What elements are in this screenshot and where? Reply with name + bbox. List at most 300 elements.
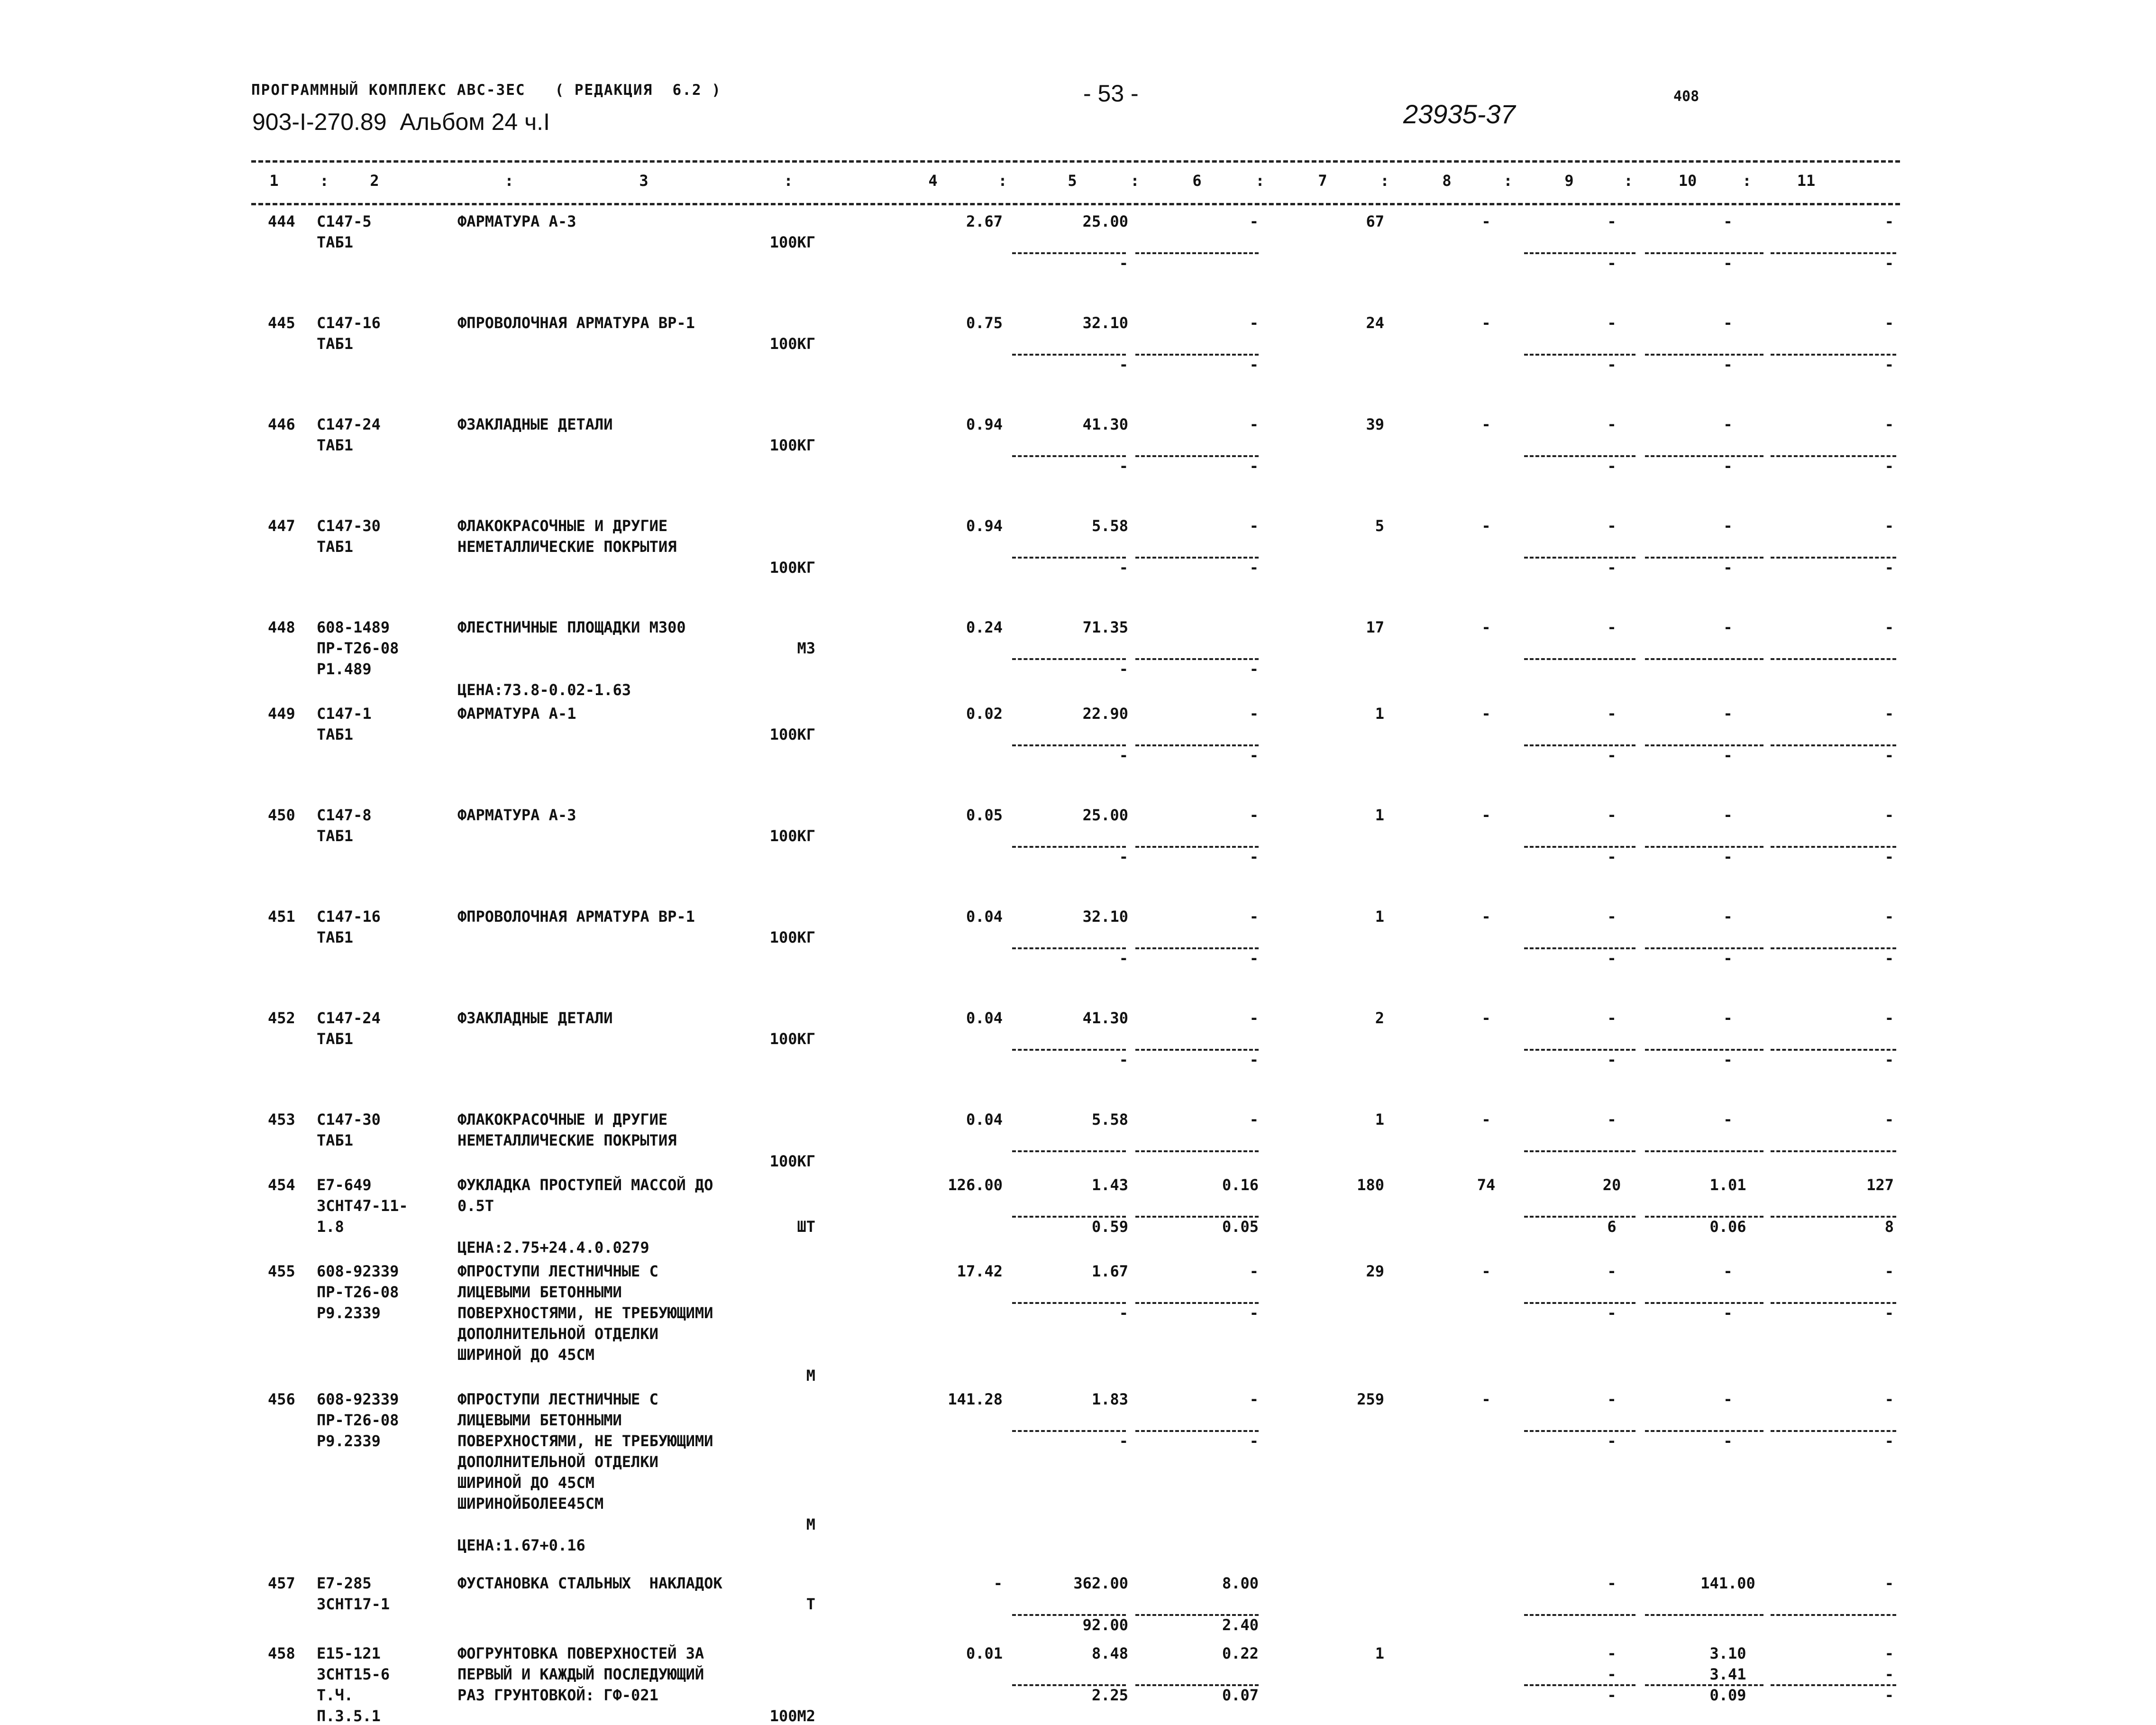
cell-cost-2: 0.16 <box>1222 1176 1259 1194</box>
cell-col-8: - <box>1481 618 1491 636</box>
subtotal-rule <box>1135 1302 1259 1304</box>
subtotal-rule <box>1524 1216 1635 1218</box>
cell-code: С147-16 <box>317 314 381 332</box>
cell-cost-2: 0.22 <box>1222 1644 1259 1662</box>
cell-cost-2: 0.05 <box>1222 1218 1259 1236</box>
cell-col-11: - <box>1884 746 1894 764</box>
subtotal-rule <box>1771 1049 1896 1051</box>
header-rule-bottom <box>251 203 1900 205</box>
subtotal-rule <box>1012 1150 1126 1152</box>
cell-code: 608-92339 <box>317 1390 399 1408</box>
cell-code: ЗСНТ47-11- <box>317 1197 408 1215</box>
cell-cost-2: 8.00 <box>1222 1574 1259 1592</box>
cell-description: ФАРМАТУРА А-3 <box>457 806 576 824</box>
cell-code: ТАБ1 <box>317 928 354 946</box>
cell-cost-2: - <box>1249 517 1259 535</box>
cell-col-7: 24 <box>1366 314 1384 332</box>
cell-col-10: 1.01 <box>1709 1176 1746 1194</box>
column-header-6: 6 <box>1192 172 1202 190</box>
cell-col-9: - <box>1607 1390 1617 1408</box>
document-code: 903-I-270.89 Альбом 24 ч.I <box>252 109 550 135</box>
column-header-8: 8 <box>1442 172 1452 190</box>
cell-col-11: - <box>1884 806 1894 824</box>
cell-unit: 100КГ <box>769 335 815 353</box>
cell-col-9: 20 <box>1602 1176 1621 1194</box>
subtotal-rule <box>1645 947 1763 949</box>
cell-cost-2: - <box>1249 1262 1259 1280</box>
subtotal-rule <box>1771 1302 1896 1304</box>
cell-cost: 1.83 <box>1091 1390 1128 1408</box>
cell-col-10: - <box>1723 1304 1733 1322</box>
cell-quantity: 141.28 <box>948 1390 1003 1408</box>
cell-cost-2: - <box>1249 559 1259 577</box>
cell-quantity: 0.04 <box>966 1009 1003 1027</box>
cell-col-10: - <box>1723 356 1733 374</box>
cell-unit: Т <box>806 1595 815 1613</box>
cell-code: 1.8 <box>317 1218 344 1236</box>
cell-code: ТАБ1 <box>317 335 354 353</box>
subtotal-rule <box>1645 557 1763 559</box>
page-number: - 53 - <box>1083 80 1139 107</box>
cell-col-7: 1 <box>1375 806 1384 824</box>
column-separator: : <box>1624 172 1633 190</box>
column-header-1: 1 <box>269 172 279 190</box>
cell-description: ПЕРВЫЙ И КАЖДЫЙ ПОСЛЕДУЮЩИЙ <box>457 1665 704 1683</box>
cell-quantity: 0.94 <box>966 517 1003 535</box>
subtotal-rule <box>1524 1302 1635 1304</box>
cell-cost: - <box>1119 457 1128 475</box>
subtotal-rule <box>1135 947 1259 949</box>
cell-col-9: - <box>1607 1432 1617 1450</box>
cell-code: С147-8 <box>317 806 372 824</box>
subtotal-rule <box>1012 658 1126 660</box>
cell-description: ФЛЕСТНИЧНЫЕ ПЛОЩАДКИ М300 <box>457 618 686 636</box>
cell-col-8: - <box>1481 517 1491 535</box>
subtotal-rule <box>1771 1684 1896 1686</box>
subtotal-rule <box>1135 1430 1259 1432</box>
cell-description: ЦЕНА:1.67+0.16 <box>457 1536 585 1554</box>
cell-col-11: - <box>1884 848 1894 866</box>
subtotal-rule <box>1135 455 1259 457</box>
cell-col-7: 5 <box>1375 517 1384 535</box>
cell-code: С147-24 <box>317 415 381 433</box>
subtotal-rule <box>1135 252 1259 254</box>
subtotal-rule <box>1135 1150 1259 1152</box>
cell-code: С147-24 <box>317 1009 381 1027</box>
cell-col-11: 127 <box>1866 1176 1894 1194</box>
cell-unit: М3 <box>797 639 815 657</box>
column-header-4: 4 <box>928 172 938 190</box>
cell-col-10: - <box>1723 908 1733 926</box>
cell-col-10: - <box>1723 1009 1733 1027</box>
subtotal-rule <box>1524 1150 1635 1152</box>
subtotal-rule <box>1012 1302 1126 1304</box>
cell-cost: 92.00 <box>1082 1616 1128 1634</box>
cell-col-8: - <box>1481 212 1491 230</box>
cell-description: НЕМЕТАЛЛИЧЕСКИЕ ПОКРЫТИЯ <box>457 1131 677 1149</box>
cell-description: ФАРМАТУРА А-1 <box>457 705 576 723</box>
cell-col-9: - <box>1607 1051 1617 1069</box>
cell-description: ФПРОСТУПИ ЛЕСТНИЧНЫЕ С <box>457 1390 658 1408</box>
subtotal-rule <box>1012 947 1126 949</box>
cell-number: 447 <box>268 517 295 535</box>
cell-col-7: 1 <box>1375 705 1384 723</box>
cell-number: 449 <box>268 705 295 723</box>
cell-col-10: - <box>1723 457 1733 475</box>
cell-description: ФОГРУНТОВКА ПОВЕРХНОСТЕЙ ЗА <box>457 1644 704 1662</box>
subtotal-rule <box>1012 846 1126 848</box>
cell-cost-2: - <box>1249 1304 1259 1322</box>
cell-description: ФЛАКОКРАСОЧНЫЕ И ДРУГИЕ <box>457 517 668 535</box>
cell-code: 608-1489 <box>317 618 390 636</box>
cell-description: ШИРИНОЙ ДО 45СМ <box>457 1474 594 1492</box>
cell-cost-2: - <box>1249 848 1259 866</box>
column-header-5: 5 <box>1068 172 1077 190</box>
subtotal-rule <box>1012 1049 1126 1051</box>
cell-quantity: 0.04 <box>966 908 1003 926</box>
subtotal-rule <box>1524 846 1635 848</box>
column-header-2: 2 <box>370 172 379 190</box>
cell-col-11: - <box>1884 908 1894 926</box>
cell-col-9: - <box>1607 806 1617 824</box>
cell-cost: - <box>1119 660 1128 678</box>
cell-cost: - <box>1119 848 1128 866</box>
subtotal-rule <box>1012 744 1126 746</box>
cell-description: ЛИЦЕВЫМИ БЕТОННЫМИ <box>457 1283 622 1301</box>
cell-code: 608-92339 <box>317 1262 399 1280</box>
cell-col-7: 2 <box>1375 1009 1384 1027</box>
subtotal-rule <box>1135 557 1259 559</box>
subtotal-rule <box>1771 1216 1896 1218</box>
cell-cost-2: - <box>1249 1390 1259 1408</box>
cell-unit: М <box>806 1367 815 1385</box>
cell-number: 456 <box>268 1390 295 1408</box>
cell-col-11: - <box>1884 949 1894 967</box>
subtotal-rule <box>1524 947 1635 949</box>
cell-col-10: - <box>1723 1262 1733 1280</box>
column-header-11: 11 <box>1797 172 1816 190</box>
cell-cost-2: - <box>1249 806 1259 824</box>
cell-col-11: - <box>1884 705 1894 723</box>
column-separator: : <box>784 172 793 190</box>
cell-number: 446 <box>268 415 295 433</box>
cell-quantity: 0.24 <box>966 618 1003 636</box>
cell-cost-2: - <box>1249 212 1259 230</box>
cell-col-11: - <box>1884 415 1894 433</box>
column-header-10: 10 <box>1678 172 1697 190</box>
cell-col-9: - <box>1607 415 1617 433</box>
cell-col-10: 0.06 <box>1709 1218 1746 1236</box>
subtotal-rule <box>1645 1150 1763 1152</box>
cell-cost-2: - <box>1249 1051 1259 1069</box>
cell-col-11: - <box>1884 1432 1894 1450</box>
cell-col-8: - <box>1481 705 1491 723</box>
subtotal-rule <box>1012 354 1126 356</box>
cell-col-9: - <box>1607 746 1617 764</box>
cell-col-9: - <box>1607 314 1617 332</box>
cell-description: 0.5Т <box>457 1197 494 1215</box>
cell-col-11: - <box>1884 1262 1894 1280</box>
cell-col-9: - <box>1607 1665 1617 1683</box>
cell-quantity: 0.02 <box>966 705 1003 723</box>
cell-code: ЗСНТ15-6 <box>317 1665 390 1683</box>
subtotal-rule <box>1012 1430 1126 1432</box>
cell-cost-2: - <box>1249 908 1259 926</box>
cell-cost: 5.58 <box>1091 1110 1128 1129</box>
cell-quantity: 0.75 <box>966 314 1003 332</box>
cell-code: С147-30 <box>317 517 381 535</box>
cell-quantity: - <box>993 1574 1003 1592</box>
cell-quantity: 0.05 <box>966 806 1003 824</box>
column-separator: : <box>1255 172 1265 190</box>
cell-cost: 25.00 <box>1082 212 1128 230</box>
cell-description: ЛИЦЕВЫМИ БЕТОННЫМИ <box>457 1411 622 1429</box>
cell-description: ЦЕНА:73.8-0.02-1.63 <box>457 681 631 699</box>
subtotal-rule <box>1771 557 1896 559</box>
cell-col-9: - <box>1607 212 1617 230</box>
subtotal-rule <box>1771 455 1896 457</box>
cell-cost: - <box>1119 1304 1128 1322</box>
subtotal-rule <box>1524 354 1635 356</box>
cell-col-8: - <box>1481 1390 1491 1408</box>
subtotal-rule <box>1645 1302 1763 1304</box>
cell-col-8: 74 <box>1477 1176 1496 1194</box>
cell-cost-2: 2.40 <box>1222 1616 1259 1634</box>
cell-col-7: 180 <box>1357 1176 1384 1194</box>
cell-cost-2: - <box>1249 746 1259 764</box>
cell-col-11: - <box>1884 1009 1894 1027</box>
cell-cost: - <box>1119 254 1128 272</box>
cell-number: 444 <box>268 212 295 230</box>
subtotal-rule <box>1135 1049 1259 1051</box>
cell-unit: 100КГ <box>769 559 815 577</box>
cell-code: С147-30 <box>317 1110 381 1129</box>
cell-code: ПР-Т26-08 <box>317 1411 399 1429</box>
subtotal-rule <box>1135 846 1259 848</box>
cell-description: ФЗАКЛАДНЫЕ ДЕТАЛИ <box>457 415 613 433</box>
cell-col-11: - <box>1884 1304 1894 1322</box>
cell-col-11: - <box>1884 1390 1894 1408</box>
cell-col-11: - <box>1884 618 1894 636</box>
cell-cost: - <box>1119 559 1128 577</box>
cell-cost-2: - <box>1249 1009 1259 1027</box>
program-header: ПРОГРАММНЫЙ КОМПЛЕКС АВС-3ЕС ( РЕДАКЦИЯ 6.2 ) <box>251 82 722 99</box>
subtotal-rule <box>1135 744 1259 746</box>
cell-quantity: 126.00 <box>948 1176 1003 1194</box>
cell-col-8: - <box>1481 1009 1491 1027</box>
column-separator: : <box>504 172 514 190</box>
cell-quantity: 0.01 <box>966 1644 1003 1662</box>
cell-col-9: - <box>1607 457 1617 475</box>
cell-col-11: - <box>1884 212 1894 230</box>
cell-col-8: - <box>1481 806 1491 824</box>
cell-col-7: 39 <box>1366 415 1384 433</box>
subtotal-rule <box>1524 1430 1635 1432</box>
cell-col-7: 17 <box>1366 618 1384 636</box>
cell-description: ЦЕНА:2.75+24.4.0.0279 <box>457 1239 649 1257</box>
cell-cost: 71.35 <box>1082 618 1128 636</box>
cell-cost: - <box>1119 949 1128 967</box>
cell-unit: 100КГ <box>769 928 815 946</box>
cell-col-9: - <box>1607 1686 1617 1704</box>
cell-cost-2: - <box>1249 457 1259 475</box>
cell-col-11: - <box>1884 1686 1894 1704</box>
cell-code: ЗСНТ17-1 <box>317 1595 390 1613</box>
cell-code: Р9.2339 <box>317 1432 381 1450</box>
cell-col-10: - <box>1723 806 1733 824</box>
subtotal-rule <box>1012 557 1126 559</box>
cell-cost: 1.43 <box>1091 1176 1128 1194</box>
cell-code: Е7-285 <box>317 1574 372 1592</box>
cell-description: ФУКЛАДКА ПРОСТУПЕЙ МАССОЙ ДО <box>457 1176 713 1194</box>
cell-number: 453 <box>268 1110 295 1129</box>
subtotal-rule <box>1645 455 1763 457</box>
cell-cost-2: - <box>1249 314 1259 332</box>
cell-col-9: - <box>1607 517 1617 535</box>
subtotal-rule <box>1135 354 1259 356</box>
cell-cost: 32.10 <box>1082 908 1128 926</box>
cell-cost-2: - <box>1249 1432 1259 1450</box>
cell-cost-2: - <box>1249 660 1259 678</box>
subtotal-rule <box>1771 1614 1896 1616</box>
cell-cost: 41.30 <box>1082 1009 1128 1027</box>
cell-number: 458 <box>268 1644 295 1662</box>
cell-number: 451 <box>268 908 295 926</box>
cell-cost-2: - <box>1249 415 1259 433</box>
subtotal-rule <box>1771 947 1896 949</box>
cell-col-10: - <box>1723 848 1733 866</box>
cell-col-9: - <box>1607 1262 1617 1280</box>
subtotal-rule <box>1645 1430 1763 1432</box>
cell-unit: 100КГ <box>769 725 815 743</box>
cell-quantity: 2.67 <box>966 212 1003 230</box>
cell-unit: 100КГ <box>769 436 815 454</box>
cell-cost: 2.25 <box>1091 1686 1128 1704</box>
cell-description: ФПРОВОЛОЧНАЯ АРМАТУРА ВР-1 <box>457 908 695 926</box>
cell-col-10: - <box>1723 254 1733 272</box>
cell-code: ТАБ1 <box>317 827 354 845</box>
cell-code: ПР-Т26-08 <box>317 639 399 657</box>
header-rule-top <box>251 160 1900 163</box>
cell-col-9: - <box>1607 254 1617 272</box>
cell-description: ШИРИНОЙБОЛЕЕ45СМ <box>457 1495 604 1513</box>
column-separator: : <box>1380 172 1389 190</box>
cell-col-9: - <box>1607 705 1617 723</box>
cell-code: С147-16 <box>317 908 381 926</box>
cell-description: ФЛАКОКРАСОЧНЫЕ И ДРУГИЕ <box>457 1110 668 1129</box>
cell-cost: 8.48 <box>1091 1644 1128 1662</box>
subtotal-rule <box>1645 1614 1763 1616</box>
cell-col-7: 1 <box>1375 908 1384 926</box>
cell-col-7: 259 <box>1357 1390 1384 1408</box>
column-separator: : <box>320 172 329 190</box>
cell-code: ТАБ1 <box>317 1030 354 1048</box>
cell-code: ПР-Т26-08 <box>317 1283 399 1301</box>
cell-code: Е15-121 <box>317 1644 381 1662</box>
subtotal-rule <box>1771 1150 1896 1152</box>
subtotal-rule <box>1645 252 1763 254</box>
cell-cost: 25.00 <box>1082 806 1128 824</box>
cell-col-7: 29 <box>1366 1262 1384 1280</box>
subtotal-rule <box>1771 744 1896 746</box>
cell-unit: ШТ <box>797 1218 815 1236</box>
subtotal-rule <box>1524 744 1635 746</box>
document-number: 23935-37 <box>1403 99 1516 129</box>
cell-code: Е7-649 <box>317 1176 372 1194</box>
cell-col-10: 141.00 <box>1700 1574 1755 1592</box>
subtotal-rule <box>1524 1049 1635 1051</box>
cell-col-9: - <box>1607 908 1617 926</box>
column-separator: : <box>998 172 1007 190</box>
cell-col-10: - <box>1723 949 1733 967</box>
cell-description: НЕМЕТАЛЛИЧЕСКИЕ ПОКРЫТИЯ <box>457 538 677 556</box>
cell-description: ФЗАКЛАДНЫЕ ДЕТАЛИ <box>457 1009 613 1027</box>
subtotal-rule <box>1771 658 1896 660</box>
cell-col-10: - <box>1723 746 1733 764</box>
cell-col-8: - <box>1481 1262 1491 1280</box>
cell-col-11: 8 <box>1884 1218 1894 1236</box>
cell-number: 457 <box>268 1574 295 1592</box>
cell-cost-2: 0.07 <box>1222 1686 1259 1704</box>
cell-col-7: 1 <box>1375 1644 1384 1662</box>
cell-col-7: 67 <box>1366 212 1384 230</box>
subtotal-rule <box>1524 1684 1635 1686</box>
column-separator: : <box>1503 172 1513 190</box>
subtotal-rule <box>1135 658 1259 660</box>
cell-col-10: - <box>1723 517 1733 535</box>
subtotal-rule <box>1771 252 1896 254</box>
cell-col-10: - <box>1723 1110 1733 1129</box>
cell-col-9: 6 <box>1607 1218 1617 1236</box>
subtotal-rule <box>1645 846 1763 848</box>
cell-col-11: - <box>1884 1574 1894 1592</box>
cell-col-9: - <box>1607 949 1617 967</box>
cell-quantity: 0.94 <box>966 415 1003 433</box>
subtotal-rule <box>1771 1430 1896 1432</box>
cell-col-9: - <box>1607 1644 1617 1662</box>
subtotal-rule <box>1012 252 1126 254</box>
cell-cost: - <box>1119 1432 1128 1450</box>
column-header-7: 7 <box>1318 172 1327 190</box>
subtotal-rule <box>1524 455 1635 457</box>
cell-col-11: - <box>1884 517 1894 535</box>
cell-cost: 362.00 <box>1073 1574 1128 1592</box>
subtotal-rule <box>1524 252 1635 254</box>
cell-col-7: 1 <box>1375 1110 1384 1129</box>
cell-col-10: - <box>1723 1390 1733 1408</box>
cell-col-9: - <box>1607 1110 1617 1129</box>
cell-col-9: - <box>1607 1009 1617 1027</box>
cell-col-9: - <box>1607 1304 1617 1322</box>
cell-col-11: - <box>1884 254 1894 272</box>
subtotal-rule <box>1645 744 1763 746</box>
subtotal-rule <box>1524 1614 1635 1616</box>
cell-col-11: - <box>1884 457 1894 475</box>
cell-col-10: - <box>1723 415 1733 433</box>
column-header-9: 9 <box>1564 172 1574 190</box>
cell-col-10: 3.41 <box>1709 1665 1746 1683</box>
cell-description: ШИРИНОЙ ДО 45СМ <box>457 1346 594 1364</box>
cell-number: 452 <box>268 1009 295 1027</box>
cell-description: ФАРМАТУРА А-3 <box>457 212 576 230</box>
cell-cost: 32.10 <box>1082 314 1128 332</box>
cell-quantity: 0.04 <box>966 1110 1003 1129</box>
cell-col-11: - <box>1884 1665 1894 1683</box>
cell-col-10: 3.10 <box>1709 1644 1746 1662</box>
cell-unit: 100КГ <box>769 1030 815 1048</box>
cell-cost-2: - <box>1249 356 1259 374</box>
cell-code: ТАБ1 <box>317 538 354 556</box>
